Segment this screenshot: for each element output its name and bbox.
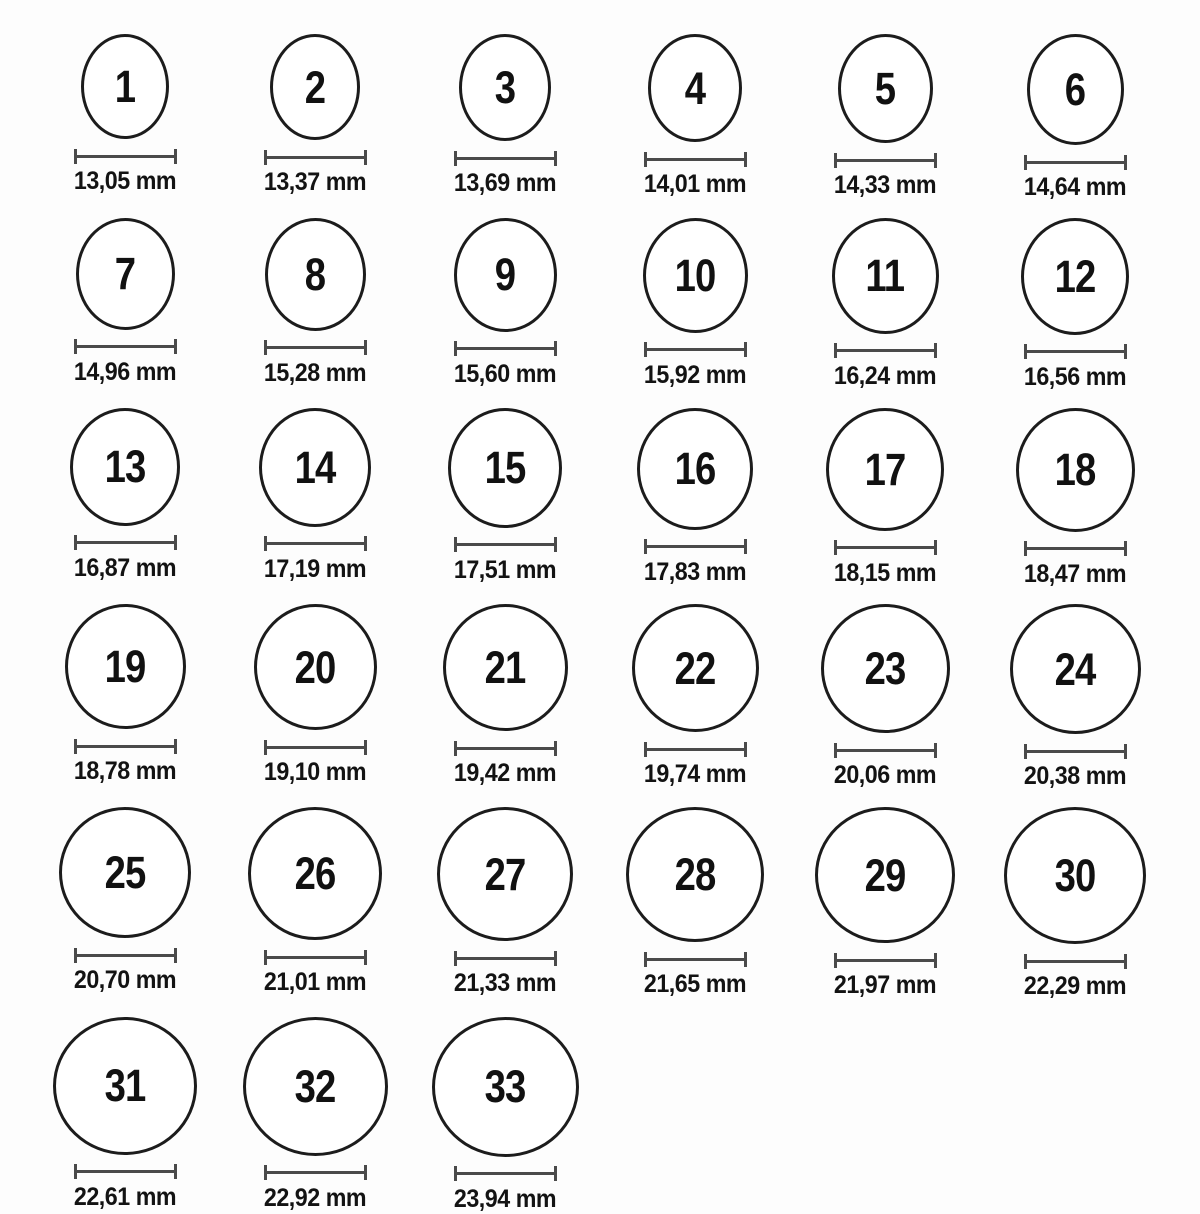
measure-line-bar bbox=[457, 747, 554, 750]
ring-circle bbox=[454, 218, 557, 332]
diameter-measure-line bbox=[264, 949, 367, 965]
diameter-measure-line bbox=[834, 742, 937, 758]
diameter-label: 20,06 mm bbox=[833, 761, 937, 790]
measure-line-bar bbox=[1027, 960, 1124, 963]
diameter-measure-line bbox=[834, 152, 937, 168]
diameter-label: 22,29 mm bbox=[1023, 972, 1127, 1000]
ring-circle bbox=[443, 604, 568, 731]
diameter-measure-line bbox=[264, 739, 367, 755]
ring-size-number: 28 bbox=[674, 849, 716, 900]
ring-size-item bbox=[220, 807, 410, 1001]
measure-line-bar bbox=[647, 348, 744, 351]
diameter-measure-line bbox=[74, 947, 177, 963]
diameter-measure-line bbox=[264, 1165, 367, 1181]
ring-circle bbox=[76, 218, 175, 330]
ring-size-number: 5 bbox=[874, 63, 896, 114]
ring-circle bbox=[632, 604, 759, 732]
ring-size-number: 33 bbox=[484, 1061, 526, 1113]
measure-tick-right bbox=[1124, 344, 1127, 359]
measure-line-bar bbox=[77, 1170, 174, 1173]
ring-size-item bbox=[790, 807, 980, 1001]
diameter-measure-line bbox=[1024, 154, 1127, 170]
ring-size-number: 2 bbox=[304, 61, 326, 113]
ring-size-item bbox=[600, 34, 790, 202]
measure-tick-right bbox=[934, 953, 937, 968]
diameter-label: 13,37 mm bbox=[263, 168, 367, 196]
ring-size-number: 22 bbox=[674, 642, 716, 694]
ring-size-number: 11 bbox=[865, 250, 905, 302]
ring-size-item bbox=[980, 218, 1170, 392]
diameter-measure-line bbox=[454, 1166, 557, 1182]
measure-tick-right bbox=[364, 340, 367, 355]
diameter-measure-line bbox=[834, 540, 937, 556]
ring-size-row bbox=[0, 1017, 1200, 1214]
measure-line-bar bbox=[837, 159, 934, 162]
ring-size-item bbox=[30, 34, 220, 202]
diameter-label: 19,42 mm bbox=[453, 759, 557, 788]
measure-tick-right bbox=[934, 153, 937, 168]
ring-circle bbox=[254, 604, 377, 730]
ring-circle bbox=[437, 807, 573, 941]
measure-tick-right bbox=[554, 1166, 557, 1181]
diameter-label: 15,92 mm bbox=[643, 360, 747, 389]
ring-size-item bbox=[790, 408, 980, 589]
measure-tick-right bbox=[1124, 954, 1127, 969]
ring-size-item bbox=[600, 218, 790, 392]
ring-circle bbox=[448, 408, 562, 528]
ring-size-item bbox=[220, 604, 410, 791]
diameter-measure-line bbox=[1024, 743, 1127, 759]
diameter-label: 21,01 mm bbox=[263, 968, 367, 996]
ring-size-item bbox=[410, 604, 600, 791]
diameter-measure-line bbox=[264, 149, 367, 165]
diameter-measure-line bbox=[1024, 541, 1127, 557]
diameter-measure-line bbox=[264, 536, 367, 552]
measure-tick-right bbox=[744, 539, 747, 554]
measure-tick-right bbox=[364, 1165, 367, 1180]
diameter-measure-line bbox=[454, 341, 557, 357]
diameter-label: 15,28 mm bbox=[263, 358, 367, 387]
measure-tick-right bbox=[364, 950, 367, 965]
ring-size-number: 3 bbox=[494, 62, 516, 113]
measure-tick-right bbox=[554, 951, 557, 966]
ring-circle bbox=[1010, 604, 1141, 734]
diameter-label: 14,33 mm bbox=[833, 171, 937, 199]
ring-size-chart bbox=[0, 34, 1200, 1214]
measure-line-bar bbox=[837, 749, 934, 752]
measure-tick-right bbox=[934, 343, 937, 358]
diameter-measure-line bbox=[454, 150, 557, 166]
ring-size-item bbox=[220, 1017, 410, 1214]
measure-line-bar bbox=[837, 546, 934, 549]
ring-size-item bbox=[980, 408, 1170, 589]
ring-size-item bbox=[410, 408, 600, 589]
ring-circle bbox=[1004, 807, 1146, 944]
ring-size-number: 27 bbox=[484, 848, 526, 900]
ring-size-item bbox=[220, 408, 410, 589]
ring-size-item bbox=[980, 604, 1170, 791]
diameter-label: 21,65 mm bbox=[643, 970, 747, 998]
measure-line-bar bbox=[837, 349, 934, 352]
measure-line-bar bbox=[77, 954, 174, 957]
measure-line-bar bbox=[267, 746, 364, 749]
diameter-label: 20,38 mm bbox=[1023, 762, 1127, 791]
measure-line-bar bbox=[1027, 161, 1124, 164]
ring-circle bbox=[826, 408, 944, 531]
diameter-label: 18,15 mm bbox=[833, 558, 937, 587]
measure-tick-right bbox=[174, 339, 177, 354]
measure-line-bar bbox=[77, 541, 174, 544]
ring-size-number: 15 bbox=[484, 442, 526, 493]
ring-circle bbox=[270, 34, 360, 140]
diameter-label: 20,70 mm bbox=[73, 966, 177, 994]
measure-line-bar bbox=[647, 158, 744, 161]
diameter-measure-line bbox=[74, 1164, 177, 1180]
ring-circle bbox=[248, 807, 382, 940]
measure-line-bar bbox=[267, 542, 364, 545]
diameter-label: 21,33 mm bbox=[453, 969, 557, 997]
ring-circle bbox=[643, 218, 748, 333]
measure-line-bar bbox=[457, 957, 554, 960]
diameter-measure-line bbox=[1024, 953, 1127, 969]
measure-tick-right bbox=[174, 535, 177, 550]
measure-tick-right bbox=[174, 739, 177, 754]
measure-tick-right bbox=[744, 742, 747, 757]
diameter-measure-line bbox=[834, 343, 937, 359]
diameter-measure-line bbox=[644, 741, 747, 757]
measure-line-bar bbox=[647, 545, 744, 548]
ring-size-row bbox=[0, 408, 1200, 589]
diameter-measure-line bbox=[74, 738, 177, 754]
measure-line-bar bbox=[267, 346, 364, 349]
ring-size-number: 30 bbox=[1054, 850, 1096, 901]
ring-size-item bbox=[30, 1017, 220, 1214]
diameter-label: 17,83 mm bbox=[643, 557, 747, 586]
ring-size-number: 23 bbox=[864, 643, 906, 695]
measure-tick-right bbox=[554, 741, 557, 756]
ring-circle bbox=[59, 807, 191, 938]
measure-tick-right bbox=[934, 743, 937, 758]
diameter-label: 14,01 mm bbox=[643, 170, 747, 198]
diameter-measure-line bbox=[644, 342, 747, 358]
ring-circle bbox=[637, 408, 753, 530]
ring-size-number: 14 bbox=[294, 441, 336, 493]
ring-circle bbox=[1021, 218, 1129, 335]
ring-size-item bbox=[30, 408, 220, 589]
diameter-label: 19,10 mm bbox=[263, 758, 367, 787]
ring-size-number: 1 bbox=[114, 61, 136, 112]
ring-size-item bbox=[790, 604, 980, 791]
ring-size-item bbox=[410, 218, 600, 392]
diameter-label: 21,97 mm bbox=[833, 971, 937, 999]
ring-size-number: 20 bbox=[294, 641, 336, 693]
measure-line-bar bbox=[457, 347, 554, 350]
ring-size-number: 13 bbox=[104, 441, 146, 492]
measure-line-bar bbox=[647, 958, 744, 961]
diameter-measure-line bbox=[454, 950, 557, 966]
ring-circle bbox=[53, 1017, 197, 1155]
ring-size-number: 4 bbox=[684, 62, 706, 114]
ring-size-item bbox=[600, 807, 790, 1001]
ring-size-item bbox=[600, 604, 790, 791]
measure-tick-right bbox=[174, 948, 177, 963]
measure-tick-right bbox=[1124, 155, 1127, 170]
measure-tick-right bbox=[174, 149, 177, 164]
ring-size-row bbox=[0, 218, 1200, 392]
diameter-measure-line bbox=[644, 539, 747, 555]
ring-size-item bbox=[30, 218, 220, 392]
diameter-measure-line bbox=[834, 952, 937, 968]
measure-tick-right bbox=[554, 537, 557, 552]
ring-circle bbox=[821, 604, 950, 733]
diameter-label: 17,19 mm bbox=[263, 554, 367, 583]
diameter-label: 22,61 mm bbox=[73, 1182, 177, 1211]
ring-circle bbox=[81, 34, 169, 139]
ring-size-item bbox=[30, 807, 220, 1001]
measure-line-bar bbox=[457, 543, 554, 546]
ring-size-number: 31 bbox=[104, 1060, 146, 1112]
diameter-measure-line bbox=[454, 740, 557, 756]
measure-line-bar bbox=[267, 1171, 364, 1174]
measure-tick-right bbox=[744, 342, 747, 357]
ring-size-number: 24 bbox=[1054, 643, 1096, 695]
ring-size-number: 19 bbox=[104, 641, 146, 693]
diameter-label: 13,05 mm bbox=[73, 167, 177, 195]
diameter-label: 16,56 mm bbox=[1023, 362, 1127, 391]
ring-size-number: 26 bbox=[294, 848, 336, 899]
ring-circle bbox=[259, 408, 371, 527]
diameter-label: 16,87 mm bbox=[73, 553, 177, 582]
ring-circle bbox=[838, 34, 933, 143]
ring-circle bbox=[459, 34, 551, 141]
diameter-measure-line bbox=[644, 951, 747, 967]
diameter-measure-line bbox=[74, 339, 177, 355]
ring-size-number: 10 bbox=[674, 249, 716, 301]
ring-size-number: 17 bbox=[864, 443, 906, 495]
measure-tick-right bbox=[934, 540, 937, 555]
diameter-measure-line bbox=[74, 148, 177, 164]
measure-tick-right bbox=[1124, 744, 1127, 759]
ring-size-item bbox=[220, 218, 410, 392]
ring-size-item bbox=[410, 34, 600, 202]
measure-line-bar bbox=[77, 345, 174, 348]
measure-line-bar bbox=[267, 956, 364, 959]
measure-line-bar bbox=[1027, 547, 1124, 550]
ring-circle bbox=[626, 807, 764, 942]
ring-circle bbox=[815, 807, 955, 943]
diameter-measure-line bbox=[454, 537, 557, 553]
diameter-label: 13,69 mm bbox=[453, 169, 557, 197]
ring-size-number: 29 bbox=[864, 849, 906, 901]
measure-line-bar bbox=[1027, 350, 1124, 353]
measure-line-bar bbox=[77, 155, 174, 158]
ring-circle bbox=[432, 1017, 579, 1157]
measure-line-bar bbox=[1027, 750, 1124, 753]
diameter-label: 14,64 mm bbox=[1023, 173, 1127, 201]
ring-circle bbox=[243, 1017, 388, 1156]
measure-tick-right bbox=[364, 740, 367, 755]
measure-line-bar bbox=[267, 156, 364, 159]
ring-size-item bbox=[980, 34, 1170, 202]
diameter-label: 15,60 mm bbox=[453, 359, 557, 388]
ring-size-number: 18 bbox=[1054, 444, 1096, 495]
measure-tick-right bbox=[364, 536, 367, 551]
measure-line-bar bbox=[457, 157, 554, 160]
measure-line-bar bbox=[647, 748, 744, 751]
diameter-measure-line bbox=[74, 535, 177, 551]
ring-size-number: 8 bbox=[304, 248, 326, 300]
measure-tick-right bbox=[364, 150, 367, 165]
ring-size-number: 7 bbox=[114, 248, 136, 300]
ring-size-item bbox=[600, 408, 790, 589]
measure-line-bar bbox=[457, 1172, 554, 1175]
diameter-label: 14,96 mm bbox=[73, 357, 177, 386]
ring-circle bbox=[648, 34, 742, 142]
ring-circle bbox=[832, 218, 939, 334]
ring-size-item bbox=[790, 34, 980, 202]
ring-size-number: 16 bbox=[674, 443, 716, 494]
ring-size-item bbox=[790, 218, 980, 392]
ring-circle bbox=[70, 408, 180, 526]
diameter-label: 17,51 mm bbox=[453, 555, 557, 584]
diameter-label: 18,47 mm bbox=[1023, 559, 1127, 588]
diameter-measure-line bbox=[644, 151, 747, 167]
measure-tick-right bbox=[554, 151, 557, 166]
ring-size-row bbox=[0, 34, 1200, 202]
ring-circle bbox=[265, 218, 366, 331]
diameter-label: 18,78 mm bbox=[73, 757, 177, 786]
ring-circle bbox=[65, 604, 186, 729]
diameter-measure-line bbox=[264, 340, 367, 356]
ring-size-item bbox=[980, 807, 1170, 1001]
ring-size-number: 25 bbox=[104, 847, 146, 898]
measure-tick-right bbox=[174, 1164, 177, 1179]
measure-tick-right bbox=[1124, 541, 1127, 556]
ring-size-row bbox=[0, 807, 1200, 1001]
ring-size-row bbox=[0, 604, 1200, 791]
measure-tick-right bbox=[554, 341, 557, 356]
ring-size-item bbox=[410, 1017, 600, 1214]
diameter-label: 23,94 mm bbox=[453, 1184, 557, 1213]
ring-size-item bbox=[410, 807, 600, 1001]
measure-line-bar bbox=[77, 745, 174, 748]
measure-tick-right bbox=[744, 152, 747, 167]
ring-size-number: 32 bbox=[294, 1060, 336, 1112]
diameter-label: 16,24 mm bbox=[833, 361, 937, 390]
measure-line-bar bbox=[837, 959, 934, 962]
ring-size-item bbox=[30, 604, 220, 791]
diameter-measure-line bbox=[1024, 344, 1127, 360]
ring-size-number: 12 bbox=[1054, 250, 1096, 302]
measure-tick-right bbox=[744, 952, 747, 967]
ring-circle bbox=[1027, 34, 1124, 145]
ring-circle bbox=[1016, 408, 1135, 532]
ring-size-number: 6 bbox=[1064, 64, 1086, 115]
ring-size-number: 21 bbox=[484, 642, 526, 694]
ring-size-item bbox=[220, 34, 410, 202]
diameter-label: 22,92 mm bbox=[263, 1183, 367, 1212]
diameter-label: 19,74 mm bbox=[643, 760, 747, 789]
ring-size-number: 9 bbox=[494, 249, 516, 301]
